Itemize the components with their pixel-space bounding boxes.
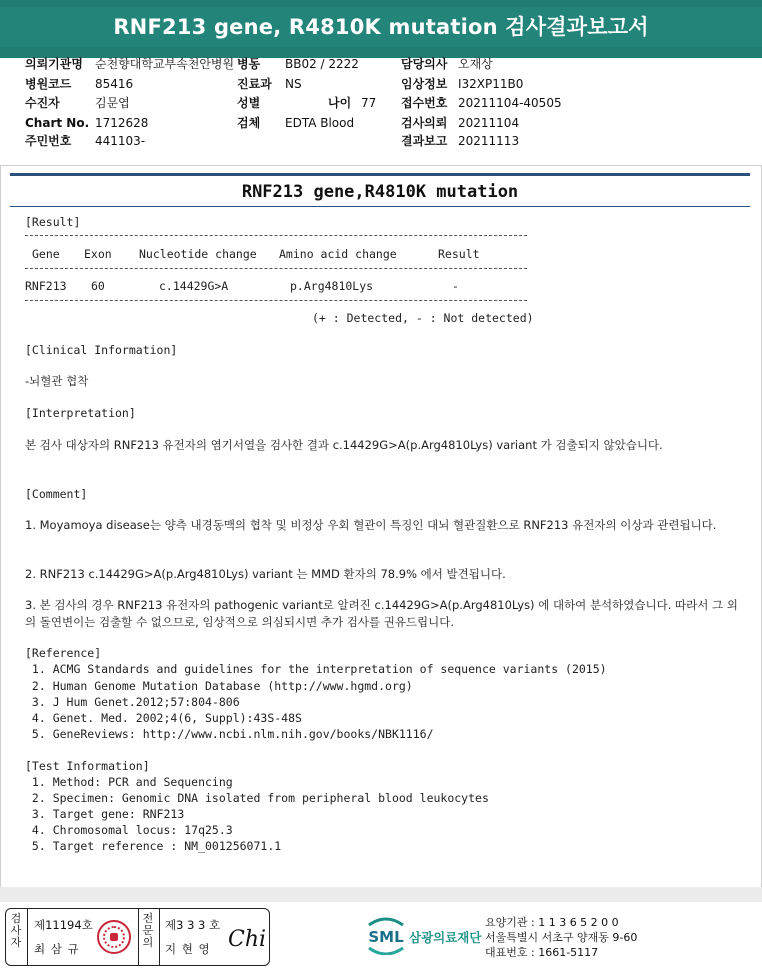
- report-title: RNF213 gene, R4810K mutation 검사결과보고서: [0, 7, 762, 47]
- result-cell-gene: RNF213: [25, 279, 67, 293]
- result-cell-exon: 60: [91, 279, 105, 293]
- info-label-receipt-no: 접수번호: [401, 96, 448, 110]
- result-col-result: Result: [438, 247, 480, 261]
- info-label-sex: 성별: [237, 96, 261, 110]
- specialist-label: 전문의: [142, 912, 154, 949]
- result-rule-1: [25, 235, 527, 236]
- result-heading: [Result]: [25, 215, 81, 229]
- info-value-report-date: 20211113: [458, 134, 520, 148]
- info-label-ward: 병동: [237, 57, 261, 71]
- result-col-nucleotide: Nucleotide change: [139, 247, 257, 261]
- result-col-exon: Exon: [84, 247, 112, 261]
- info-label-chart-no: Chart No.: [25, 116, 90, 130]
- info-label-report-date: 결과보고: [401, 134, 448, 148]
- comment-item-3: 3. 본 검사의 경우 RNF213 유전자의 pathogenic variant로 알려진 c.14429G>A(p.Arg4810Lys) 에 대하여 분석하였습니다. 따라서 그 외의 돌연변이는 검출할 수 없으므로, 임상적으로 의심되시면 추가 검사를 권유드립니다.: [25, 598, 738, 629]
- info-value-doctor: 오재상: [458, 57, 493, 71]
- info-label-patient: 수진자: [25, 96, 60, 110]
- examiner-seal-icon: [97, 920, 131, 954]
- reference-item-4: 4. Genet. Med. 2002;4(6, Suppl):43S-48S: [25, 711, 302, 725]
- reference-item-1: 1. ACMG Standards and guidelines for the interpretation of sequence variants (2015): [25, 662, 607, 676]
- info-label-hospital-code: 병원코드: [25, 77, 72, 91]
- test-info-item-3: 3. Target gene: RNF213: [25, 807, 185, 821]
- result-cell-nucleotide: c.14429G>A: [159, 279, 229, 293]
- clinical-heading: [Clinical Information]: [25, 343, 178, 357]
- info-label-department: 진료과: [237, 77, 272, 91]
- examiner-label: 검사자: [10, 912, 22, 949]
- result-rule-3: [25, 300, 527, 301]
- reference-item-3: 3. J Hum Genet.2012;57:804-806: [25, 695, 240, 709]
- specialist-signature: Chi: [228, 927, 267, 952]
- doc-title: RNF213 gene,R4810K mutation: [241, 182, 519, 202]
- reference-item-5: 5. GeneReviews: http://www.ncbi.nlm.nih.gov/books/NBK1116/: [25, 727, 434, 741]
- report-title-bar: [0, 0, 762, 62]
- info-value-hospital: 순천향대학교부속천안병원: [95, 57, 235, 71]
- result-cell-result: -: [452, 279, 459, 293]
- reference-heading: [Reference]: [25, 646, 102, 660]
- info-value-patient: 김문엽: [95, 96, 130, 110]
- info-value-request-date: 20211104: [458, 116, 520, 130]
- result-legend: (+ : Detected, - : Not detected): [312, 311, 534, 325]
- info-value-specimen: EDTA Blood: [285, 116, 355, 130]
- doc-title-rule-top: [10, 173, 750, 176]
- org-address: 서울특별시 서초구 양재동 9-60: [485, 931, 638, 944]
- doc-title-rule-bottom: [10, 206, 750, 207]
- org-name: 삼광의료재단: [409, 930, 482, 945]
- info-label-request-date: 검사의뢰: [401, 116, 448, 130]
- specialist-name: 지 현 영: [165, 942, 211, 956]
- reference-item-2: 2. Human Genome Mutation Database (http://www.hgmd.org): [25, 679, 413, 693]
- examiner-license-no: 제11194호: [34, 918, 93, 932]
- comment-heading: [Comment]: [25, 487, 88, 501]
- info-label-clinical-info: 임상정보: [401, 77, 448, 91]
- test-info-item-1: 1. Method: PCR and Sequencing: [25, 775, 233, 789]
- info-label-specimen: 검체: [237, 116, 261, 130]
- result-rule-2: [25, 268, 527, 269]
- info-label-hospital: 의뢰기관명: [25, 57, 83, 71]
- comment-item-1: 1. Moyamoya disease는 양측 내경동맥의 협착 및 비정상 우회 혈관이 특징인 대뇌 혈관질환으로 RNF213 유전자의 이상과 관련됩니다.: [25, 518, 717, 532]
- info-value-hospital-code: 85416: [95, 77, 134, 91]
- sml-logo-text: SML: [368, 928, 404, 946]
- specialist-license-no: 제3 3 3 호: [165, 918, 221, 932]
- info-value-clinical-info: I32XP11B0: [458, 77, 524, 91]
- info-label-resident-no: 주민번호: [25, 134, 72, 148]
- clinical-text: -뇌혈관 협착: [25, 374, 89, 388]
- org-phone: 대표번호 : 1661-5117: [485, 946, 599, 959]
- signature-box: [5, 908, 270, 966]
- footer-divider: [0, 887, 762, 902]
- comment-item-2: 2. RNF213 c.14429G>A(p.Arg4810Lys) variant 는 MMD 환자의 78.9% 에서 발견됩니다.: [25, 567, 506, 581]
- info-label-doctor: 담당의사: [401, 57, 448, 71]
- info-value-receipt-no: 20211104-40505: [458, 96, 562, 110]
- org-code: 요양기관 : 1 1 3 6 5 2 0 0: [485, 916, 619, 929]
- test-info-heading: [Test Information]: [25, 759, 150, 773]
- test-info-item-2: 2. Specimen: Genomic DNA isolated from peripheral blood leukocytes: [25, 791, 489, 805]
- interpretation-text: 본 검사 대상자의 RNF213 유전자의 염기서열을 검사한 결과 c.14429G>A(p.Arg4810Lys) variant 가 검출되지 않았습니다.: [25, 438, 663, 452]
- sml-logo-icon: [363, 915, 409, 955]
- signature-separator: [138, 909, 139, 965]
- signature-separator: [27, 909, 28, 965]
- test-info-item-4: 4. Chromosomal locus: 17q25.3: [25, 823, 233, 837]
- result-col-amino: Amino acid change: [279, 247, 397, 261]
- info-value-ward: BB02 / 2222: [285, 57, 359, 71]
- info-label-age: 나이: [328, 96, 352, 110]
- result-col-gene: Gene: [32, 247, 60, 261]
- test-info-item-5: 5. Target reference : NM_001256071.1: [25, 839, 282, 853]
- result-cell-amino: p.Arg4810Lys: [290, 279, 374, 293]
- info-value-chart-no: 1712628: [95, 116, 149, 130]
- signature-separator: [159, 909, 160, 965]
- examiner-name: 최 삼 규: [34, 942, 80, 956]
- info-value-department: NS: [285, 77, 302, 91]
- interpretation-heading: [Interpretation]: [25, 406, 136, 420]
- info-value-age: 77: [361, 96, 377, 110]
- info-value-resident-no: 441103-: [95, 134, 146, 148]
